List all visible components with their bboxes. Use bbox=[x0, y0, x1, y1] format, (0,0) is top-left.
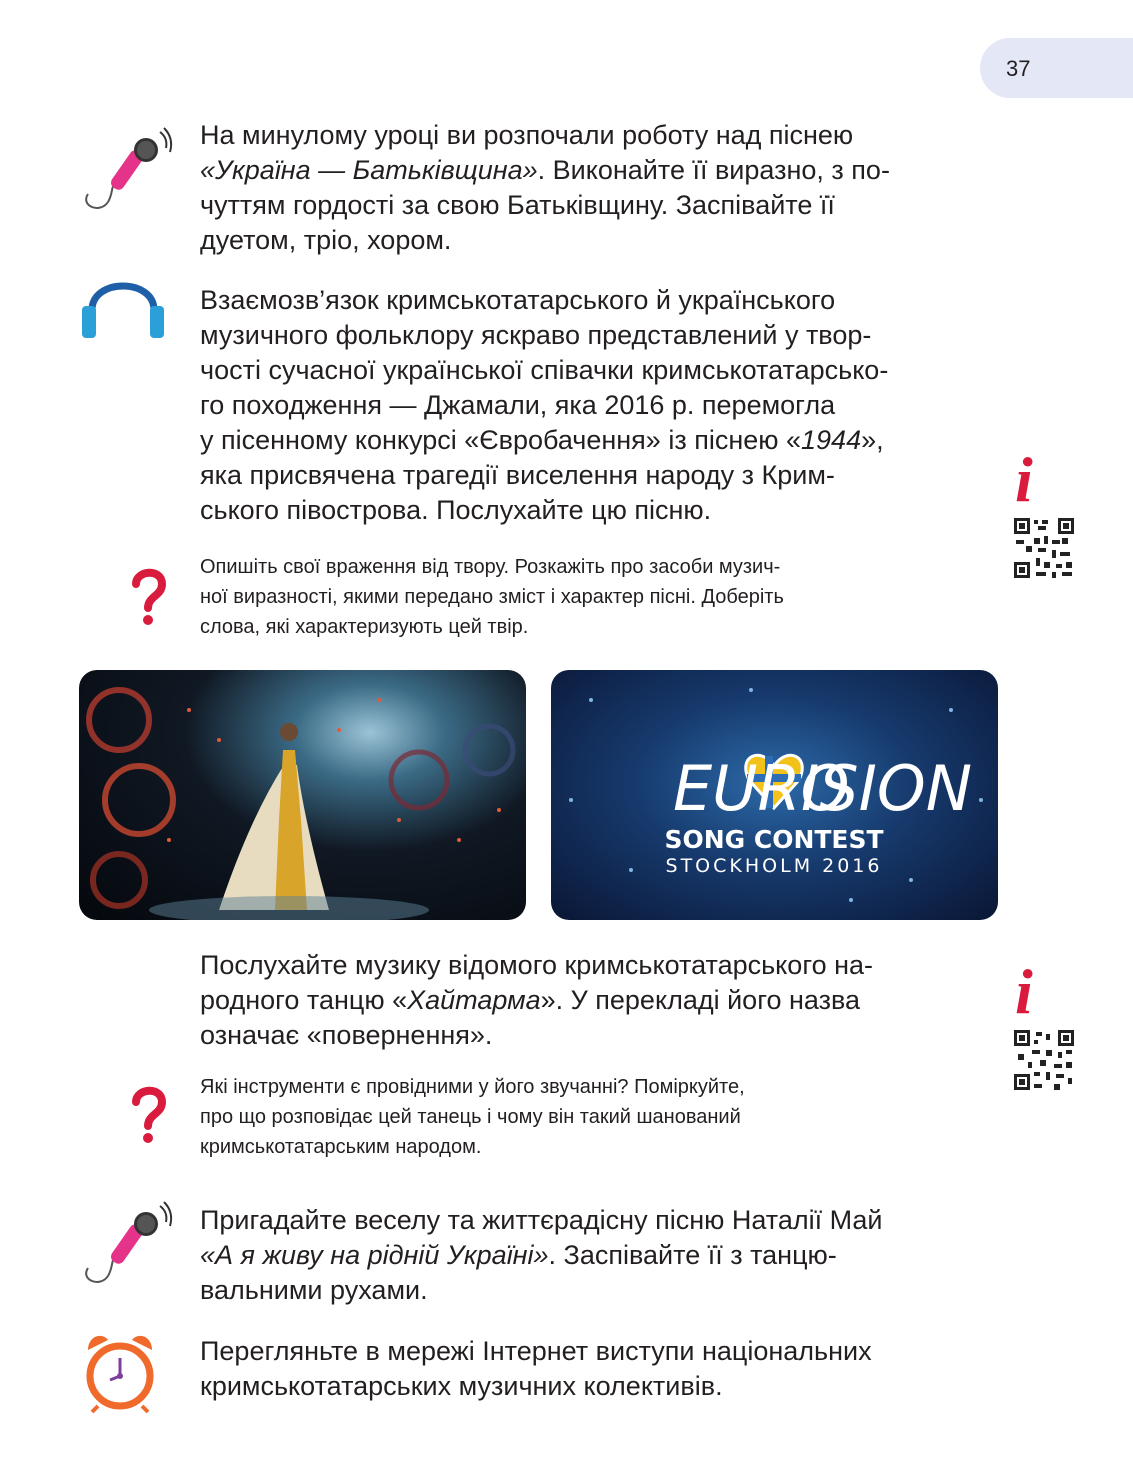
text-line: Послухайте музику відомого кримськотатарського на- bbox=[200, 950, 874, 980]
alarm-clock-icon bbox=[80, 1330, 160, 1419]
question-paragraph bbox=[200, 1072, 998, 1162]
text-line bbox=[200, 1238, 998, 1273]
microphone-icon bbox=[80, 126, 180, 221]
qr-code-icon[interactable] bbox=[1012, 1028, 1076, 1092]
text-line: Які інструменти є провідними у його звучанні? Поміркуйте, bbox=[200, 1076, 745, 1098]
sing-song-paragraph-2 bbox=[200, 1203, 998, 1308]
text-line: ського півострова. Послухайте цю пісню. bbox=[200, 495, 712, 525]
text-line: Пригадайте веселу та життєрадісну пісню Наталії Май bbox=[200, 1205, 883, 1235]
text-line: Опишіть свої враження від твору. Розкажіть про засоби музич- bbox=[200, 556, 781, 578]
listen-haytarma-paragraph bbox=[200, 948, 998, 1053]
text-line: Перегляньте в мережі Інтернет виступи національних bbox=[200, 1336, 872, 1366]
text-line: кримськотатарським народом. bbox=[200, 1136, 482, 1158]
text-line: На минулому уроці ви розпочали роботу над піснею bbox=[200, 120, 854, 150]
text-line: про що розповідає цей танець і чому він такий шанований bbox=[200, 1106, 741, 1128]
song-title: «Україна — Батьківщина» bbox=[200, 155, 538, 185]
text-line: слова, які характеризують цей твір. bbox=[200, 616, 529, 638]
jamala-performance-photo bbox=[79, 670, 526, 920]
page-number: 37 bbox=[1006, 56, 1031, 81]
text-line: чуттям гордості за свою Батьківщину. Заспівайте її bbox=[200, 190, 835, 220]
text-line: дуетом, тріо, хором. bbox=[200, 225, 452, 255]
text-line bbox=[200, 423, 998, 458]
dance-title: Хайтарма bbox=[407, 985, 541, 1015]
text-span: », bbox=[861, 425, 884, 455]
text-line: ної виразності, якими передано зміст і характер пісні. Доберіть bbox=[200, 586, 784, 608]
question-icon bbox=[132, 568, 166, 633]
qr-code-icon[interactable] bbox=[1012, 516, 1076, 580]
page-number-tab bbox=[980, 38, 1133, 98]
song-title: 1944 bbox=[801, 425, 862, 455]
stockholm-2016-label: STOCKHOLM 2016 bbox=[665, 855, 883, 877]
text-line: го походження — Джамали, яка 2016 р. перемогла bbox=[200, 390, 836, 420]
text-line: кримськотатарських музичних колективів. bbox=[200, 1371, 723, 1401]
song-title: «А я живу на рідній Україні» bbox=[200, 1240, 549, 1270]
info-icon: i bbox=[1015, 956, 1033, 1027]
text-line: яка присвячена трагедії виселення народу з Крим- bbox=[200, 460, 835, 490]
microphone-icon bbox=[80, 1200, 180, 1295]
eurovision-logo-right: ISION bbox=[801, 752, 973, 825]
question-icon bbox=[132, 1086, 166, 1151]
text-line: чості сучасної української співачки кримськотатарсько- bbox=[200, 355, 889, 385]
text-span: ». У перекладі його назва bbox=[540, 985, 861, 1015]
text-line: музичного фольклору яскраво представлений у твор- bbox=[200, 320, 872, 350]
sing-song-paragraph bbox=[200, 118, 998, 258]
internet-task-paragraph bbox=[200, 1334, 998, 1404]
eurovision-logo-left: EURO bbox=[673, 752, 850, 825]
text-line: Взаємозв’язок кримськотатарського й українського bbox=[200, 285, 836, 315]
info-icon: i bbox=[1015, 444, 1033, 515]
eurovision-logo-photo bbox=[551, 670, 998, 920]
listen-jamala-paragraph bbox=[200, 283, 998, 528]
text-line bbox=[200, 983, 998, 1018]
question-paragraph bbox=[200, 552, 998, 642]
text-span: у пісенному конкурсі «Євробачення» із піснею « bbox=[200, 425, 802, 455]
text-line: означає «повернення». bbox=[200, 1020, 493, 1050]
text-line bbox=[200, 153, 998, 188]
text-span: . Виконайте її виразно, з по- bbox=[537, 155, 890, 185]
headphones-icon bbox=[80, 272, 166, 347]
text-line: вальними рухами. bbox=[200, 1275, 428, 1305]
text-span: . Заспівайте її з танцю- bbox=[548, 1240, 837, 1270]
song-contest-label: SONG CONTEST bbox=[664, 825, 884, 854]
text-span: родного танцю « bbox=[200, 985, 408, 1015]
